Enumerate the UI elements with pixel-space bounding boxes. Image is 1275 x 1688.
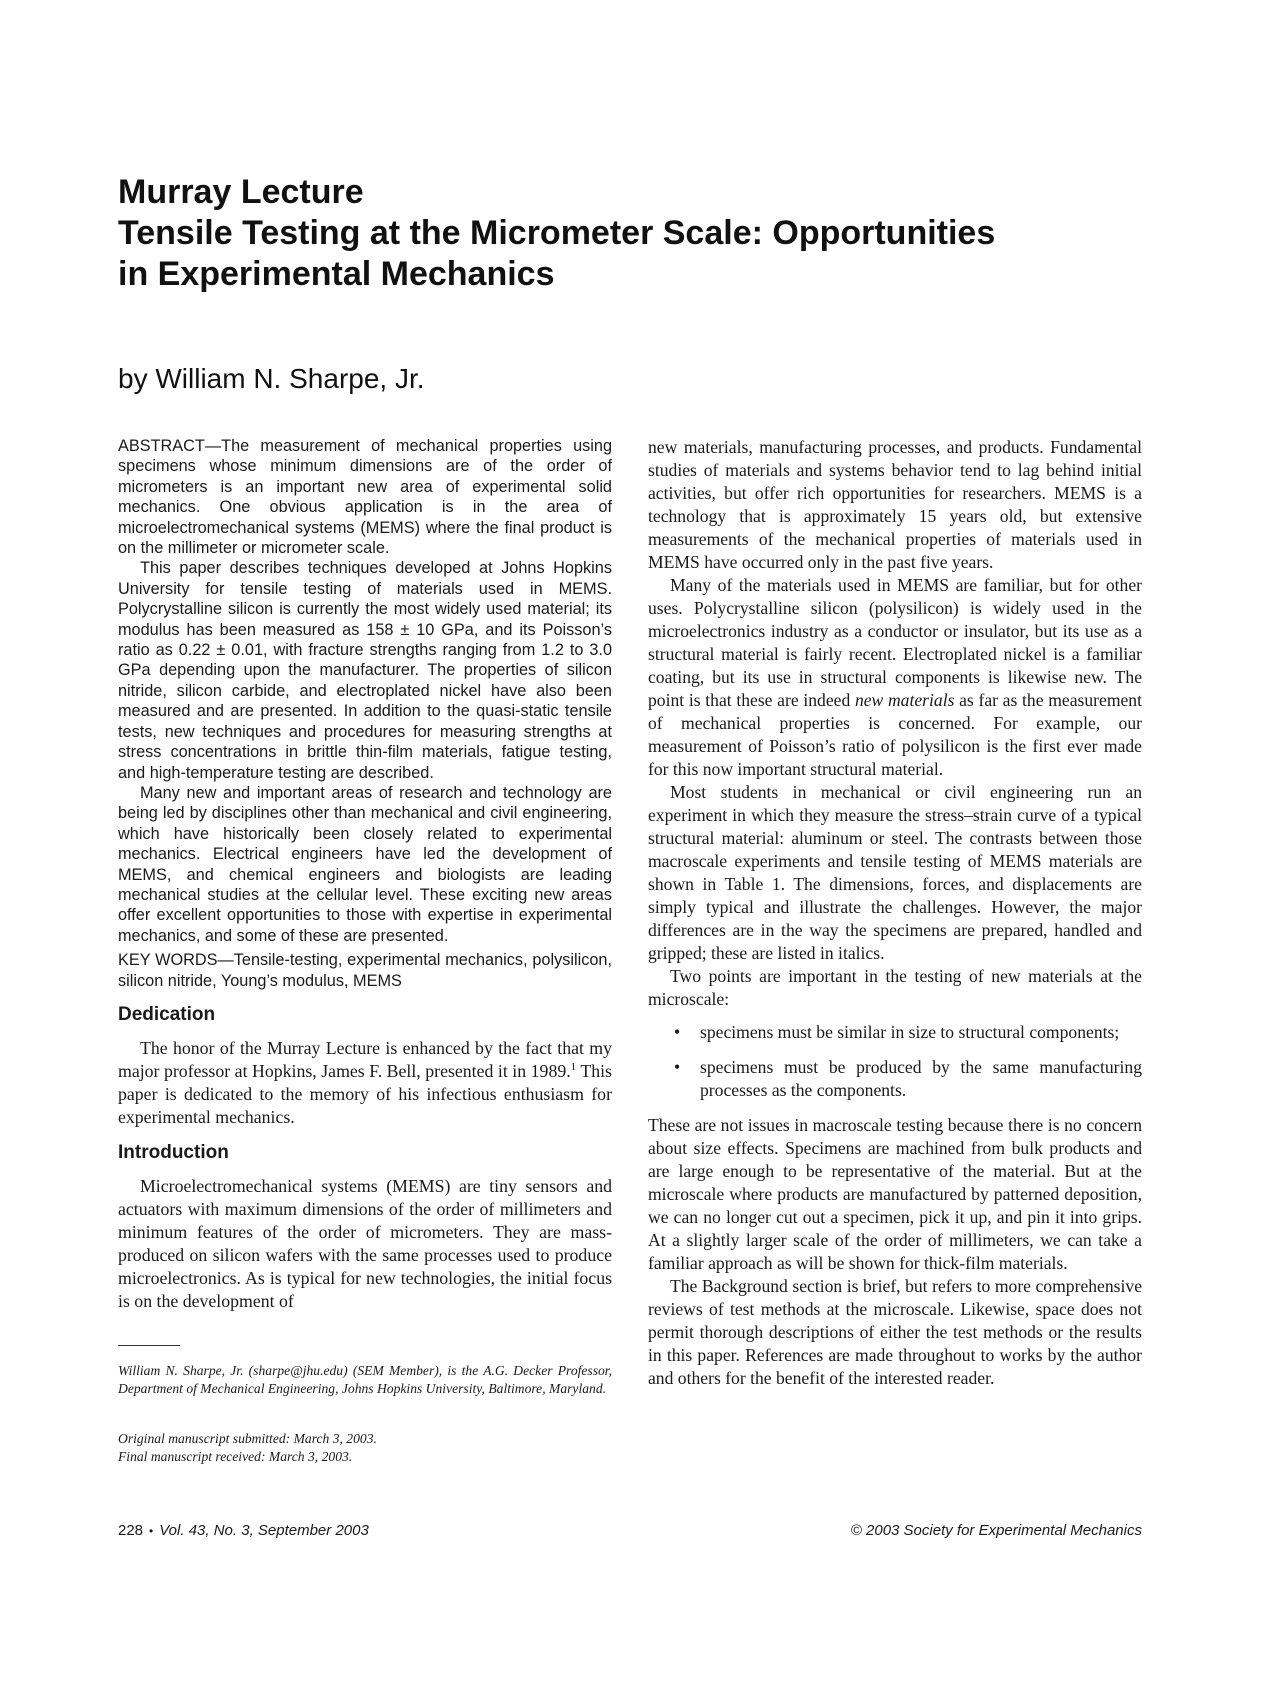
- manuscript-dates: [118, 1430, 612, 1465]
- footnote-divider: [118, 1345, 180, 1346]
- right-paragraph-5: These are not issues in macroscale testing because there is no concern about size effects. Specimens are machined from bulk products and are large enough to be representative of the material. But at the microscale where products are manufactured by patterned deposition, we can no longer cut out a specimen, pick it up, and pin it into grips. At a slightly larger scale of the order of millimeters, we can take a familiar approach as will be shown for thick-film materials.: [648, 1115, 1142, 1273]
- title-block: [118, 172, 1178, 295]
- submitted-date: Original manuscript submitted: March 3, 2003.: [118, 1431, 377, 1446]
- title-main-line2: in Experimental Mechanics: [118, 255, 555, 293]
- author-byline: by William N. Sharpe, Jr.: [118, 363, 425, 394]
- author-footnote: William N. Sharpe, Jr. (sharpe@jhu.edu) (SEM Member), is the A.G. Decker Professor, Department of Mechanical Engineering, Johns Hopkins University, Baltimore, Maryland.: [118, 1363, 612, 1396]
- received-date: Final manuscript received: March 3, 2003.: [118, 1448, 353, 1464]
- title-main-line1: Tensile Testing at the Micrometer Scale: Opportunities: [118, 214, 996, 252]
- page-number: 228: [118, 1522, 144, 1539]
- abstract-paragraph-1: ABSTRACT—The measurement of mechanical properties using specimens whose minimum dimensions are of the order of micrometers is an important new area of experimental solid mechanics. One obvious application is in the area of microelectromechanical systems (MEMS) where the final product is on the millimeter or micrometer scale.: [118, 437, 612, 558]
- abstract: [118, 436, 612, 991]
- dedication-text: [118, 1037, 612, 1129]
- dedication-text-a: The honor of the Murray Lecture is enhanced by the fact that my major professor at Hopkins, James F. Bell, presented it in 1989.: [118, 1037, 612, 1081]
- right-paragraph-2-a: Many of the materials used in MEMS are familiar, but for other uses. Polycrystalline silicon (polysilicon) is widely used in the microelectronics industry as a conductor or insulator, but its use as a structural material is fairly recent. Electroplated nickel is a familiar coating, but its use in structural components is likewise new. The point is that these are indeed: [648, 575, 1142, 710]
- bullet-mark: •: [674, 1022, 681, 1042]
- keywords: KEY WORDS—Tensile-testing, experimental mechanics, polysilicon, silicon nitride, Young’s modulus, MEMS: [118, 951, 612, 990]
- introduction-heading: Introduction: [118, 1141, 229, 1163]
- right-paragraph-2-b: as far as the measurement of mechanical properties is concerned. For example, our measurement of Poisson’s ratio of polysilicon is the first ever made for this now important structural material.: [648, 690, 1142, 779]
- bullet-item-1: [670, 1021, 1142, 1044]
- abstract-paragraph-3: Many new and important areas of research and technology are being led by disciplines other than mechanical and civil engineering, which have historically been closely related to experimental mechanics. Electrical engineers have led the development of MEMS, and chemical engineers and biologists are leading mechanical studies at the cellular level. These exciting new areas offer excellent opportunities to those with expertise in experimental mechanics, and some of these are presented.: [118, 783, 612, 945]
- introduction-paragraph-1: Microelectromechanical systems (MEMS) are tiny sensors and actuators with maximum dimensions of the order of millimeters and minimum features of the order of micrometers. They are mass-produced on silicon wafers with the same processes used to produce microelectronics. As is typical for new technologies, the initial focus is on the development of: [118, 1175, 612, 1311]
- bullet-text: specimens must be produced by the same manufacturing processes as the components.: [700, 1057, 1142, 1100]
- right-paragraph-3: Most students in mechanical or civil engineering run an experiment in which they measure the stress–strain curve of a typical structural material: aluminum or steel. The contrasts between those macroscale experiments and tensile testing of MEMS materials are shown in Table 1. The dimensions, forces, and displacements are simply typical and illustrate the challenges. However, the major differences are in the way the specimens are prepared, handled and gripped; these are listed in italics.: [648, 782, 1142, 963]
- right-column: [648, 436, 1142, 1390]
- introduction-section: [118, 1141, 612, 1313]
- left-column: [118, 436, 612, 1313]
- right-paragraph-2: [648, 574, 1142, 781]
- right-paragraph-4: Two points are important in the testing of new materials at the microscale:: [648, 966, 1142, 1009]
- dedication-text-b: This paper is dedicated to the memory of his infectious enthusiasm for experimental mechanics.: [118, 1060, 612, 1127]
- abstract-paragraph-2: This paper describes techniques developed at Johns Hopkins University for tensile testing of materials used in MEMS. Polycrystalline silicon is currently the most widely used material; its modulus has been measured as 158 ± 10 GPa, and its Poisson’s ratio as 0.22 ± 0.01, with fracture strengths ranging from 1.2 to 3.0 GPa depending upon the manufacturer. The properties of silicon nitride, silicon carbide, and electroplated nickel have also been measured and are presented. In addition to the quasi-static tensile tests, new techniques and procedures for measuring strengths at stress concentrations in brittle thin-film materials, fatigue testing, and high-temperature testing are described.: [118, 559, 612, 782]
- right-paragraph-6: The Background section is brief, but refers to more comprehensive reviews of test methods at the microscale. Likewise, space does not permit thorough descriptions of either the test methods or the results in this paper. References are made throughout to works by the author and others for the benefit of the interested reader.: [648, 1276, 1142, 1388]
- new-materials-emphasis: new materials: [854, 690, 955, 710]
- footer-left: [118, 1522, 369, 1540]
- bullet-mark: •: [674, 1057, 681, 1077]
- reference-1-link[interactable]: 1: [570, 1061, 577, 1074]
- bullet-item-2: [670, 1056, 1142, 1102]
- right-paragraph-1: new materials, manufacturing processes, and products. Fundamental studies of materials and systems behavior tend to lag behind initial activities, but offer rich opportunities for researchers. MEMS is a technology that is approximately 15 years old, but extensive measurements of the mechanical properties of materials used in MEMS have occurred only in the past five years.: [648, 437, 1142, 572]
- bullet-text: specimens must be similar in size to structural components;: [700, 1022, 1120, 1042]
- journal-issue: Vol. 43, No. 3, September 2003: [159, 1522, 369, 1539]
- bullet-list: [648, 1021, 1142, 1102]
- footer-separator: •: [149, 1524, 154, 1538]
- dedication-heading: Dedication: [118, 1003, 216, 1025]
- copyright-notice: © 2003 Society for Experimental Mechanics: [850, 1522, 1142, 1539]
- dedication-section: [118, 1003, 612, 1129]
- title-lecture: Murray Lecture: [118, 173, 364, 211]
